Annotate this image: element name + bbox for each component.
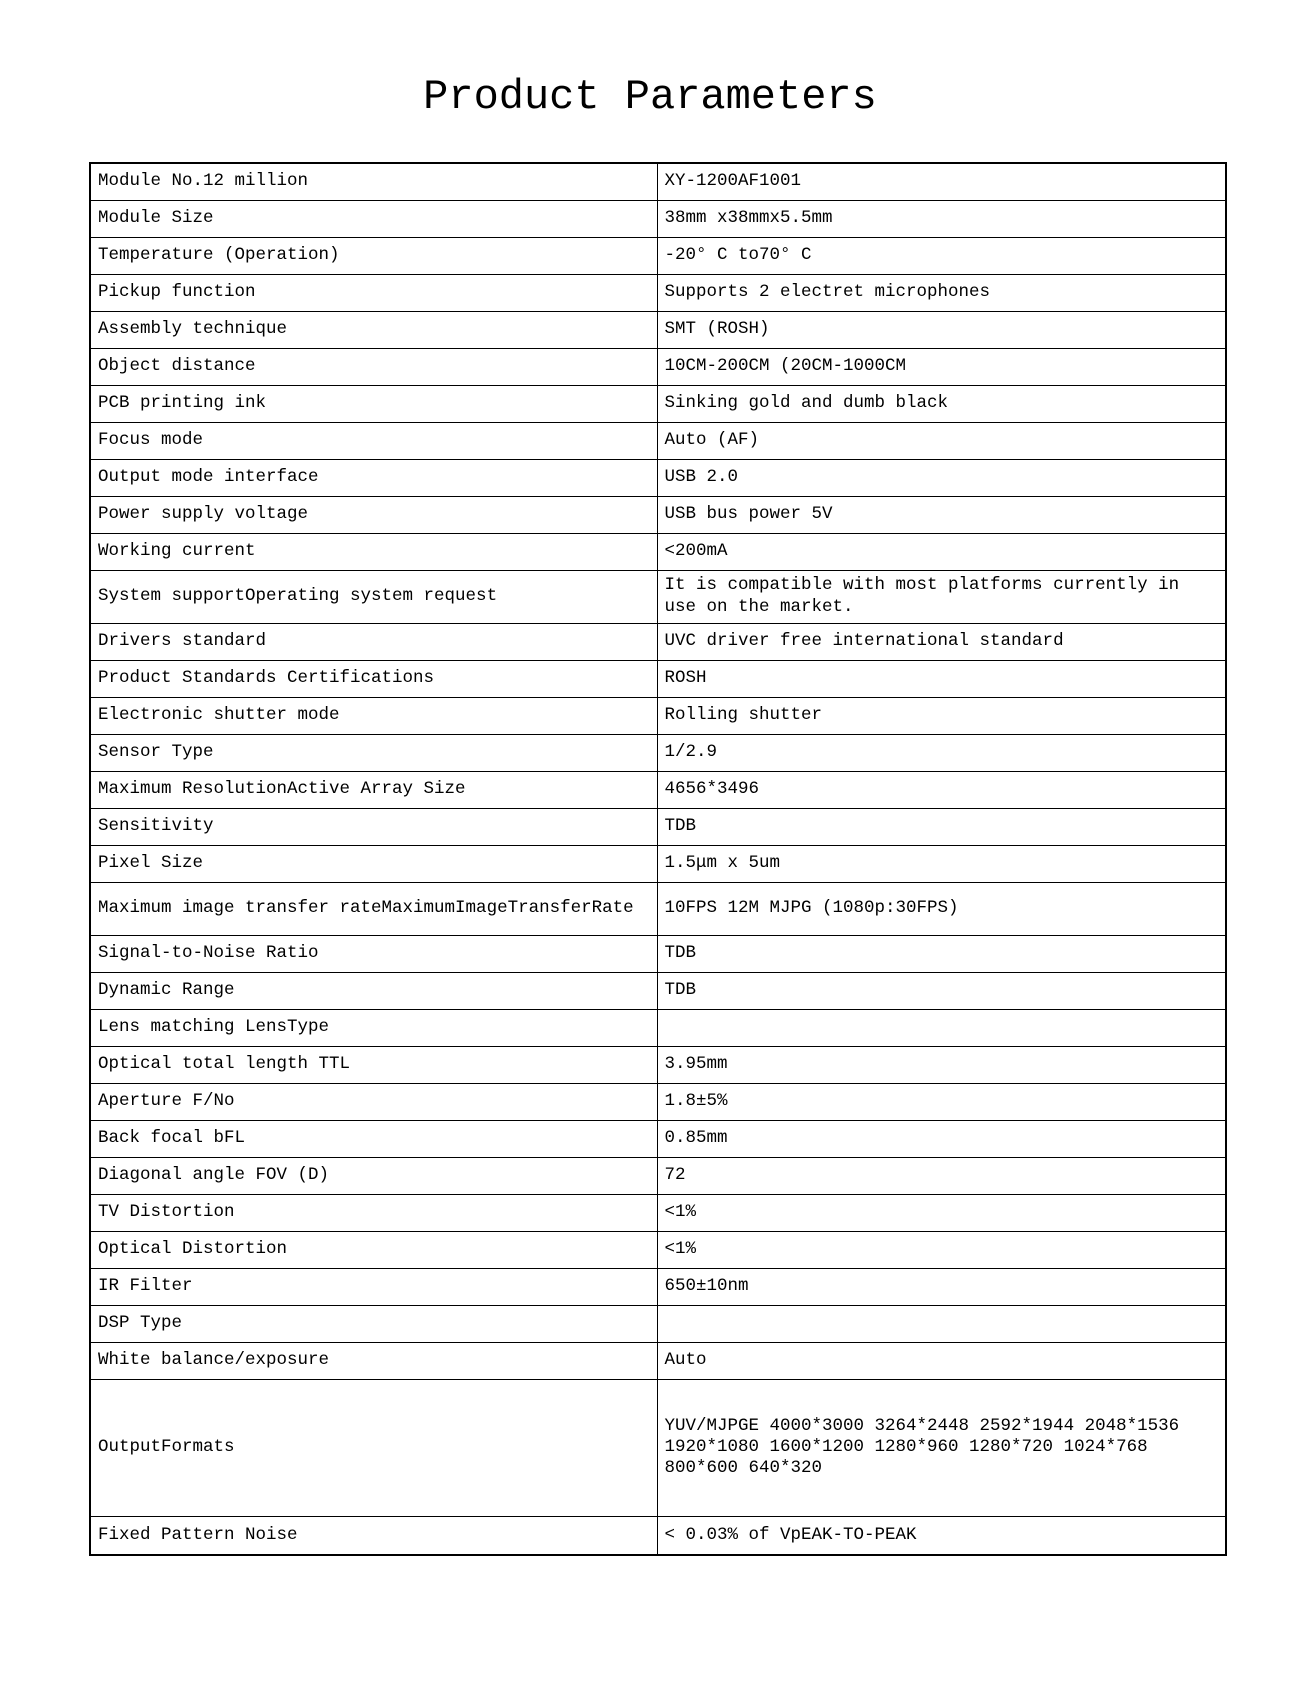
param-label: Back focal bFL: [90, 1120, 657, 1157]
param-value: Sinking gold and dumb black: [657, 385, 1226, 422]
param-label: DSP Type: [90, 1305, 657, 1342]
param-label: Power supply voltage: [90, 496, 657, 533]
param-value: YUV/MJPGE 4000*3000 3264*2448 2592*1944 2048*1536 1920*1080 1600*1200 1280*960 1280*720 1024*768 800*600 640*320: [657, 1379, 1226, 1516]
param-value: It is compatible with most platforms currently in use on the market.: [657, 570, 1226, 623]
param-value: [657, 1009, 1226, 1046]
param-label: OutputFormats: [90, 1379, 657, 1516]
param-label: PCB printing ink: [90, 385, 657, 422]
table-row: [90, 697, 1226, 734]
param-value: 38mm x38mmx5.5mm: [657, 200, 1226, 237]
param-label: Pickup function: [90, 274, 657, 311]
table-row: [90, 1342, 1226, 1379]
param-label: IR Filter: [90, 1268, 657, 1305]
param-value: USB 2.0: [657, 459, 1226, 496]
table-row: [90, 808, 1226, 845]
param-value: <1%: [657, 1194, 1226, 1231]
table-row: [90, 1231, 1226, 1268]
param-label: Dynamic Range: [90, 972, 657, 1009]
param-value: ROSH: [657, 660, 1226, 697]
param-label: Pixel Size: [90, 845, 657, 882]
param-value: <1%: [657, 1231, 1226, 1268]
param-value: UVC driver free international standard: [657, 623, 1226, 660]
param-value: 4656*3496: [657, 771, 1226, 808]
table-row: [90, 845, 1226, 882]
table-row: [90, 274, 1226, 311]
table-row: [90, 237, 1226, 274]
param-label: Signal-to-Noise Ratio: [90, 935, 657, 972]
table-row: [90, 1083, 1226, 1120]
param-label: Optical Distortion: [90, 1231, 657, 1268]
param-value: USB bus power 5V: [657, 496, 1226, 533]
table-row: [90, 311, 1226, 348]
param-value: Auto (AF): [657, 422, 1226, 459]
param-label: Lens matching LensType: [90, 1009, 657, 1046]
parameters-table-body: [90, 163, 1226, 1555]
table-row: [90, 1157, 1226, 1194]
table-row: [90, 348, 1226, 385]
param-value: 3.95mm: [657, 1046, 1226, 1083]
param-value: XY-1200AF1001: [657, 163, 1226, 200]
table-row: [90, 660, 1226, 697]
param-value: < 0.03% of VpEAK-TO-PEAK: [657, 1516, 1226, 1555]
param-label: System supportOperating system request: [90, 570, 657, 623]
param-label: Fixed Pattern Noise: [90, 1516, 657, 1555]
table-row: [90, 623, 1226, 660]
param-label: White balance/exposure: [90, 1342, 657, 1379]
param-value: 650±10nm: [657, 1268, 1226, 1305]
param-value: TDB: [657, 935, 1226, 972]
table-row: [90, 734, 1226, 771]
param-label: Optical total length TTL: [90, 1046, 657, 1083]
param-value: TDB: [657, 808, 1226, 845]
param-label: Sensitivity: [90, 808, 657, 845]
table-row: [90, 1194, 1226, 1231]
param-label: Maximum ResolutionActive Array Size: [90, 771, 657, 808]
param-value: [657, 1305, 1226, 1342]
table-row: [90, 496, 1226, 533]
table-row: [90, 1516, 1226, 1555]
param-label: Electronic shutter mode: [90, 697, 657, 734]
param-label: Aperture F/No: [90, 1083, 657, 1120]
param-label: Sensor Type: [90, 734, 657, 771]
param-label: Diagonal angle FOV (D): [90, 1157, 657, 1194]
param-label: TV Distortion: [90, 1194, 657, 1231]
table-row: [90, 935, 1226, 972]
table-row: [90, 972, 1226, 1009]
param-value: TDB: [657, 972, 1226, 1009]
table-row: [90, 163, 1226, 200]
product-parameters-table: [89, 162, 1227, 1556]
param-value: <200mA: [657, 533, 1226, 570]
table-row: [90, 882, 1226, 935]
param-label: Module No.12 million: [90, 163, 657, 200]
table-row: [90, 422, 1226, 459]
param-value: SMT (ROSH): [657, 311, 1226, 348]
param-value: -20° C to70° C: [657, 237, 1226, 274]
table-row: [90, 1305, 1226, 1342]
param-value: 0.85mm: [657, 1120, 1226, 1157]
param-value: 1/2.9: [657, 734, 1226, 771]
table-row: [90, 459, 1226, 496]
param-value: 72: [657, 1157, 1226, 1194]
param-value: Supports 2 electret microphones: [657, 274, 1226, 311]
param-value: 1.5μm x 5um: [657, 845, 1226, 882]
table-row: [90, 570, 1226, 623]
table-row: [90, 1268, 1226, 1305]
param-label: Assembly technique: [90, 311, 657, 348]
table-row: [90, 1009, 1226, 1046]
param-label: Output mode interface: [90, 459, 657, 496]
table-row: [90, 200, 1226, 237]
param-label: Working current: [90, 533, 657, 570]
param-label: Maximum image transfer rateMaximumImageTransferRate: [90, 882, 657, 935]
param-value: 1.8±5%: [657, 1083, 1226, 1120]
param-label: Module Size: [90, 200, 657, 237]
table-row: [90, 771, 1226, 808]
param-label: Drivers standard: [90, 623, 657, 660]
param-value: Rolling shutter: [657, 697, 1226, 734]
param-label: Product Standards Certifications: [90, 660, 657, 697]
param-value: 10FPS 12M MJPG (1080p:30FPS): [657, 882, 1226, 935]
param-value: Auto: [657, 1342, 1226, 1379]
table-row: [90, 1120, 1226, 1157]
param-label: Focus mode: [90, 422, 657, 459]
param-label: Object distance: [90, 348, 657, 385]
page-title: Product Parameters: [423, 73, 877, 121]
param-label: Temperature (Operation): [90, 237, 657, 274]
table-row: [90, 1046, 1226, 1083]
param-value: 10CM-200CM (20CM-1000CM: [657, 348, 1226, 385]
table-row: [90, 533, 1226, 570]
table-row: [90, 1379, 1226, 1516]
table-row: [90, 385, 1226, 422]
